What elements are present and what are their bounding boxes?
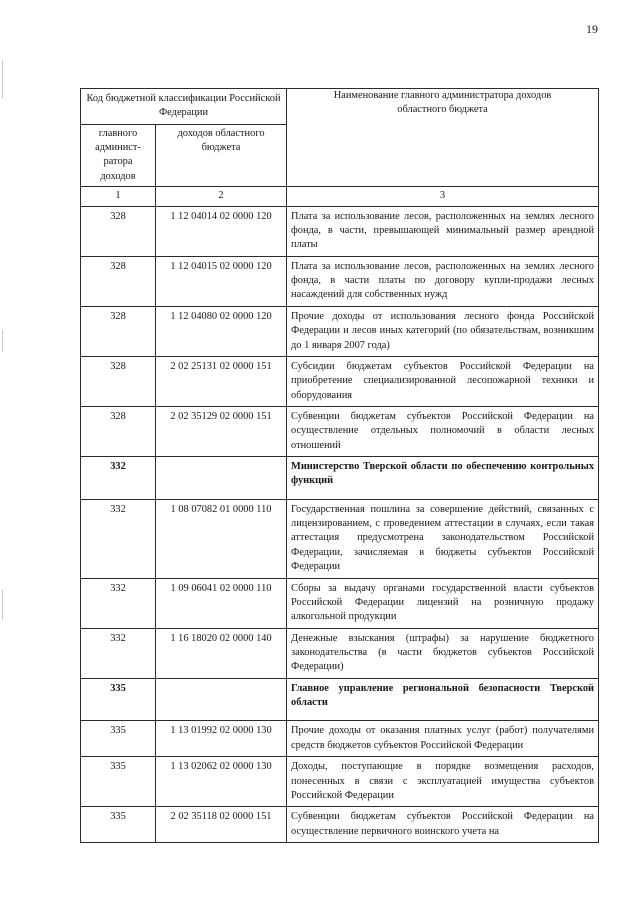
admin-code-cell: 335 <box>81 807 156 843</box>
income-code-cell: 2 02 35118 02 0000 151 <box>156 807 287 843</box>
scan-margin-mark <box>2 60 3 98</box>
table-body <box>81 206 599 842</box>
income-name-cell: Министерство Тверской области по обеспечению контрольных функций <box>287 457 599 500</box>
table-row <box>81 757 599 807</box>
income-code-cell: 2 02 35129 02 0000 151 <box>156 406 287 456</box>
income-name-cell: Денежные взыскания (штрафы) за нарушение бюджетного законодательства (в части бюджетов субъектов Российской Федерации) <box>287 628 599 678</box>
table-row <box>81 721 599 757</box>
admin-code-cell: 332 <box>81 578 156 628</box>
table-row <box>81 628 599 678</box>
admin-code-cell: 328 <box>81 356 156 406</box>
table-row <box>81 356 599 406</box>
scan-margin-mark <box>2 590 3 620</box>
page-number: 19 <box>586 22 598 36</box>
admin-code-cell: 332 <box>81 628 156 678</box>
table-row <box>81 206 599 256</box>
admin-code-cell: 332 <box>81 499 156 578</box>
admin-code-cell: 335 <box>81 757 156 807</box>
income-code-cell: 1 09 06041 02 0000 110 <box>156 578 287 628</box>
income-name-cell: Плата за использование лесов, расположенных на землях лесного фонда, в части платы по договору купли-продажи лесных насаждений для собственных нужд <box>287 256 599 306</box>
table-row <box>81 306 599 356</box>
income-code-cell <box>156 678 287 721</box>
table-row-administrator <box>81 457 599 500</box>
income-code-cell: 1 13 02062 02 0000 130 <box>156 757 287 807</box>
income-name-cell: Главное управление региональной безопасности Тверской области <box>287 678 599 721</box>
income-code-cell: 1 13 01992 02 0000 130 <box>156 721 287 757</box>
income-name-cell: Прочие доходы от оказания платных услуг (работ) получателями средств бюджетов субъектов Российской Федерации <box>287 721 599 757</box>
header-admin-column: главного админист-ратора доходов <box>81 124 156 186</box>
income-name-cell: Сборы за выдачу органами государственной власти субъектов Российской Федерации лицензий на розничную продажу алкогольной продукции <box>287 578 599 628</box>
scan-margin-mark <box>2 330 3 352</box>
income-code-cell: 1 12 04014 02 0000 120 <box>156 206 287 256</box>
income-name-cell: Субвенции бюджетам субъектов Российской Федерации на осуществление первичного воинского учета на <box>287 807 599 843</box>
income-code-cell: 1 08 07082 01 0000 110 <box>156 499 287 578</box>
admin-code-cell: 328 <box>81 206 156 256</box>
column-number-3: 3 <box>287 187 599 206</box>
income-name-cell: Государственная пошлина за совершение действий, связанных с лицензированием, с проведением аттестации в случаях, если такая аттестация предусмотрена законодательством Российской Федерации, зачисляемая в бюджеты субъектов Российской Федерации <box>287 499 599 578</box>
budget-classification-table <box>80 88 599 843</box>
income-code-cell: 2 02 25131 02 0000 151 <box>156 356 287 406</box>
income-name-cell: Субсидии бюджетам субъектов Российской Федерации на приобретение специализированной лесопожарной техники и оборудования <box>287 356 599 406</box>
income-name-cell: Плата за использование лесов, расположенных на землях лесного фонда, в части, превышающей минимальный размер арендной платы <box>287 206 599 256</box>
header-group-title: Код бюджетной классификации Российской Федерации <box>81 89 287 125</box>
income-code-cell: 1 12 04015 02 0000 120 <box>156 256 287 306</box>
column-number-1: 1 <box>81 187 156 206</box>
table-row <box>81 406 599 456</box>
admin-code-cell: 335 <box>81 721 156 757</box>
table-row <box>81 807 599 843</box>
income-name-cell: Доходы, поступающие в порядке возмещения расходов, понесенных в связи с эксплуатацией имущества субъектов Российской Федерации <box>287 757 599 807</box>
income-code-cell: 1 12 04080 02 0000 120 <box>156 306 287 356</box>
admin-code-cell: 328 <box>81 406 156 456</box>
table-row <box>81 499 599 578</box>
admin-code-cell: 332 <box>81 457 156 500</box>
income-code-cell <box>156 457 287 500</box>
admin-code-cell: 335 <box>81 678 156 721</box>
income-name-cell: Прочие доходы от использования лесного фонда Российской Федерации и лесов иных категорий (по обязательствам, возникшим до 1 января 2007 года) <box>287 306 599 356</box>
header-name-column: Наименование главного администратора доходов областного бюджета <box>287 89 599 187</box>
income-name-cell: Субвенции бюджетам субъектов Российской Федерации на осуществление отдельных полномочий в области лесных отношений <box>287 406 599 456</box>
header-code-column: доходов областного бюджета <box>156 124 287 186</box>
admin-code-cell: 328 <box>81 256 156 306</box>
income-code-cell: 1 16 18020 02 0000 140 <box>156 628 287 678</box>
table-row <box>81 578 599 628</box>
admin-code-cell: 328 <box>81 306 156 356</box>
table-row-administrator <box>81 678 599 721</box>
table-row <box>81 256 599 306</box>
column-number-2: 2 <box>156 187 287 206</box>
